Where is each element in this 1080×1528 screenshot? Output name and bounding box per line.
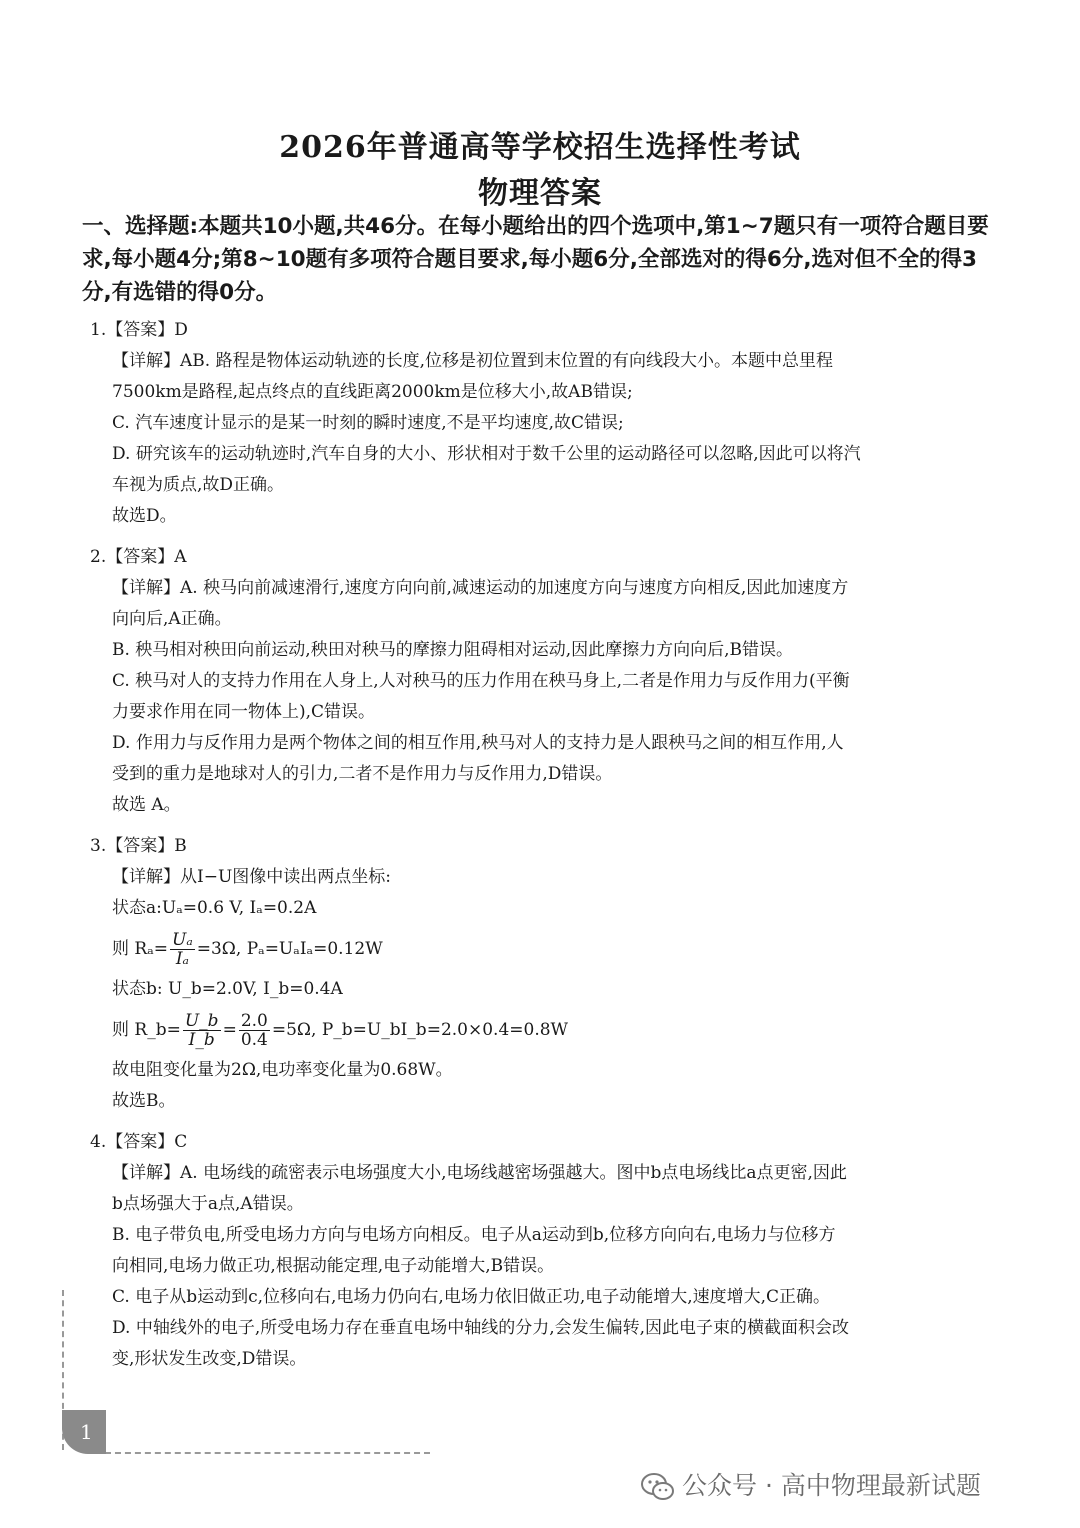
detail-line: 变,形状发生改变,D错误。 bbox=[112, 1349, 307, 1369]
document-subtitle: 物理答案 bbox=[478, 176, 602, 211]
detail-line: 故选D。 bbox=[112, 506, 177, 526]
question-1 bbox=[90, 315, 1000, 532]
state-a: 状态a:Uₐ=0.6 V, Iₐ=0.2A bbox=[112, 898, 317, 918]
denominator: 0.4 bbox=[240, 1030, 268, 1050]
numerator: Uₐ bbox=[172, 930, 193, 950]
denominator: Iₐ bbox=[175, 949, 189, 969]
detail-line: B. 电子带负电,所受电场力方向与电场方向相反。电子从a运动到b,位移方向向右,电场力与位移方 bbox=[112, 1225, 836, 1245]
document-title: 2026年普通高等学校招生选择性考试 bbox=[279, 130, 801, 165]
watermark bbox=[640, 1466, 981, 1506]
detail-line: 7500km是路程,起点终点的直线距离2000km是位移大小,故AB错误; bbox=[112, 382, 633, 402]
detail-line: 向相同,电场力做正功,根据动能定理,电子动能增大,B错误。 bbox=[112, 1256, 555, 1276]
answers-content bbox=[90, 315, 1000, 1385]
detail-line: C. 汽车速度计显示的是某一时刻的瞬时速度,不是平均速度,故C错误; bbox=[112, 413, 624, 433]
detail-line: C. 秧马对人的支持力作用在人身上,人对秧马的压力作用在秧马身上,二者是作用力与反作用力(平衡 bbox=[112, 671, 850, 691]
detail-line: 车视为质点,故D正确。 bbox=[112, 475, 285, 495]
answer-line: 4.【答案】C bbox=[90, 1132, 188, 1152]
formula-a bbox=[112, 924, 1000, 974]
watermark-text: 公众号 · 高中物理最新试题 bbox=[682, 1471, 981, 1500]
question-3 bbox=[90, 831, 1000, 1117]
detail-line: D. 研究该车的运动轨迹时,汽车自身的大小、形状相对于数千公里的运动路径可以忽略,因此可以将汽 bbox=[112, 444, 861, 464]
fraction bbox=[170, 931, 195, 968]
section-intro: 一、选择题:本题共10小题,共46分。在每小题给出的四个选项中,第1~7题只有一项符合题目要求,每小题4分;第8~10题有多项符合题目要求,每小题6分,全部选对的得6分,选对但不全的得3分,有选错的得0分。 bbox=[82, 214, 989, 305]
page-number: 1 bbox=[62, 1410, 106, 1454]
detail-line: b点场强大于a点,A错误。 bbox=[112, 1194, 304, 1214]
fraction bbox=[183, 1012, 221, 1049]
detail-line: B. 秧马相对秧田向前运动,秧田对秧马的摩擦力阻碍相对运动,因此摩擦力方向向后,B错误。 bbox=[112, 640, 794, 660]
detail-line: 【详解】AB. 路程是物体运动轨迹的长度,位移是初位置到末位置的有向线段大小。本题中总里程 bbox=[112, 351, 833, 371]
question-4 bbox=[90, 1127, 1000, 1375]
wechat-icon bbox=[640, 1472, 676, 1502]
conclusion: 故电阻变化量为2Ω,电功率变化量为0.68W。 bbox=[112, 1060, 453, 1080]
detail-intro: 【详解】从I−U图像中读出两点坐标: bbox=[112, 867, 392, 887]
detail-line: D. 作用力与反作用力是两个物体之间的相互作用,秧马对人的支持力是人跟秧马之间的相互作用,人 bbox=[112, 733, 844, 753]
detail-line: D. 中轴线外的电子,所受电场力存在垂直电场中轴线的分力,会发生偏转,因此电子束的横截面积会改 bbox=[112, 1318, 850, 1338]
detail-line: 【详解】A. 电场线的疏密表示电场强度大小,电场线越密场强越大。图中b点电场线比a点更密,因此 bbox=[112, 1163, 847, 1183]
state-b: 状态b: U_b=2.0V, I_b=0.4A bbox=[112, 979, 343, 999]
detail-line: 【详解】A. 秧马向前减速滑行,速度方向向前,减速运动的加速度方向与速度方向相反,因此加速度方 bbox=[112, 578, 849, 598]
detail-line: 向向后,A正确。 bbox=[112, 609, 232, 629]
detail-line: 力要求作用在同一物体上),C错误。 bbox=[112, 702, 376, 722]
denominator: I_b bbox=[188, 1030, 215, 1050]
detail-line: 受到的重力是地球对人的引力,二者不是作用力与反作用力,D错误。 bbox=[112, 764, 613, 784]
formula-prefix: 则 R_b= bbox=[112, 1020, 181, 1040]
formula-b bbox=[112, 1005, 1000, 1055]
numerator: U_b bbox=[184, 1011, 219, 1031]
answer-line: 3.【答案】B bbox=[90, 836, 187, 856]
formula-prefix: 则 Rₐ= bbox=[112, 939, 169, 959]
detail-line: C. 电子从b运动到c,位移向右,电场力仍向右,电场力依旧做正功,电子动能增大,速度增大,C正确。 bbox=[112, 1287, 831, 1307]
question-2 bbox=[90, 542, 1000, 821]
equals-sign: = bbox=[222, 1020, 237, 1040]
answer-line: 2.【答案】A bbox=[90, 547, 187, 567]
choice: 故选B。 bbox=[112, 1091, 176, 1111]
fraction bbox=[239, 1012, 270, 1049]
detail-line: 故选 A。 bbox=[112, 795, 181, 815]
answer-line: 1.【答案】D bbox=[90, 320, 188, 340]
formula-rest: =5Ω, P_b=U_bI_b=2.0×0.4=0.8W bbox=[271, 1020, 569, 1040]
formula-rest: =3Ω, Pₐ=UₐIₐ=0.12W bbox=[196, 939, 383, 959]
numerator: 2.0 bbox=[240, 1011, 268, 1031]
page-border-horizontal bbox=[105, 1452, 430, 1454]
